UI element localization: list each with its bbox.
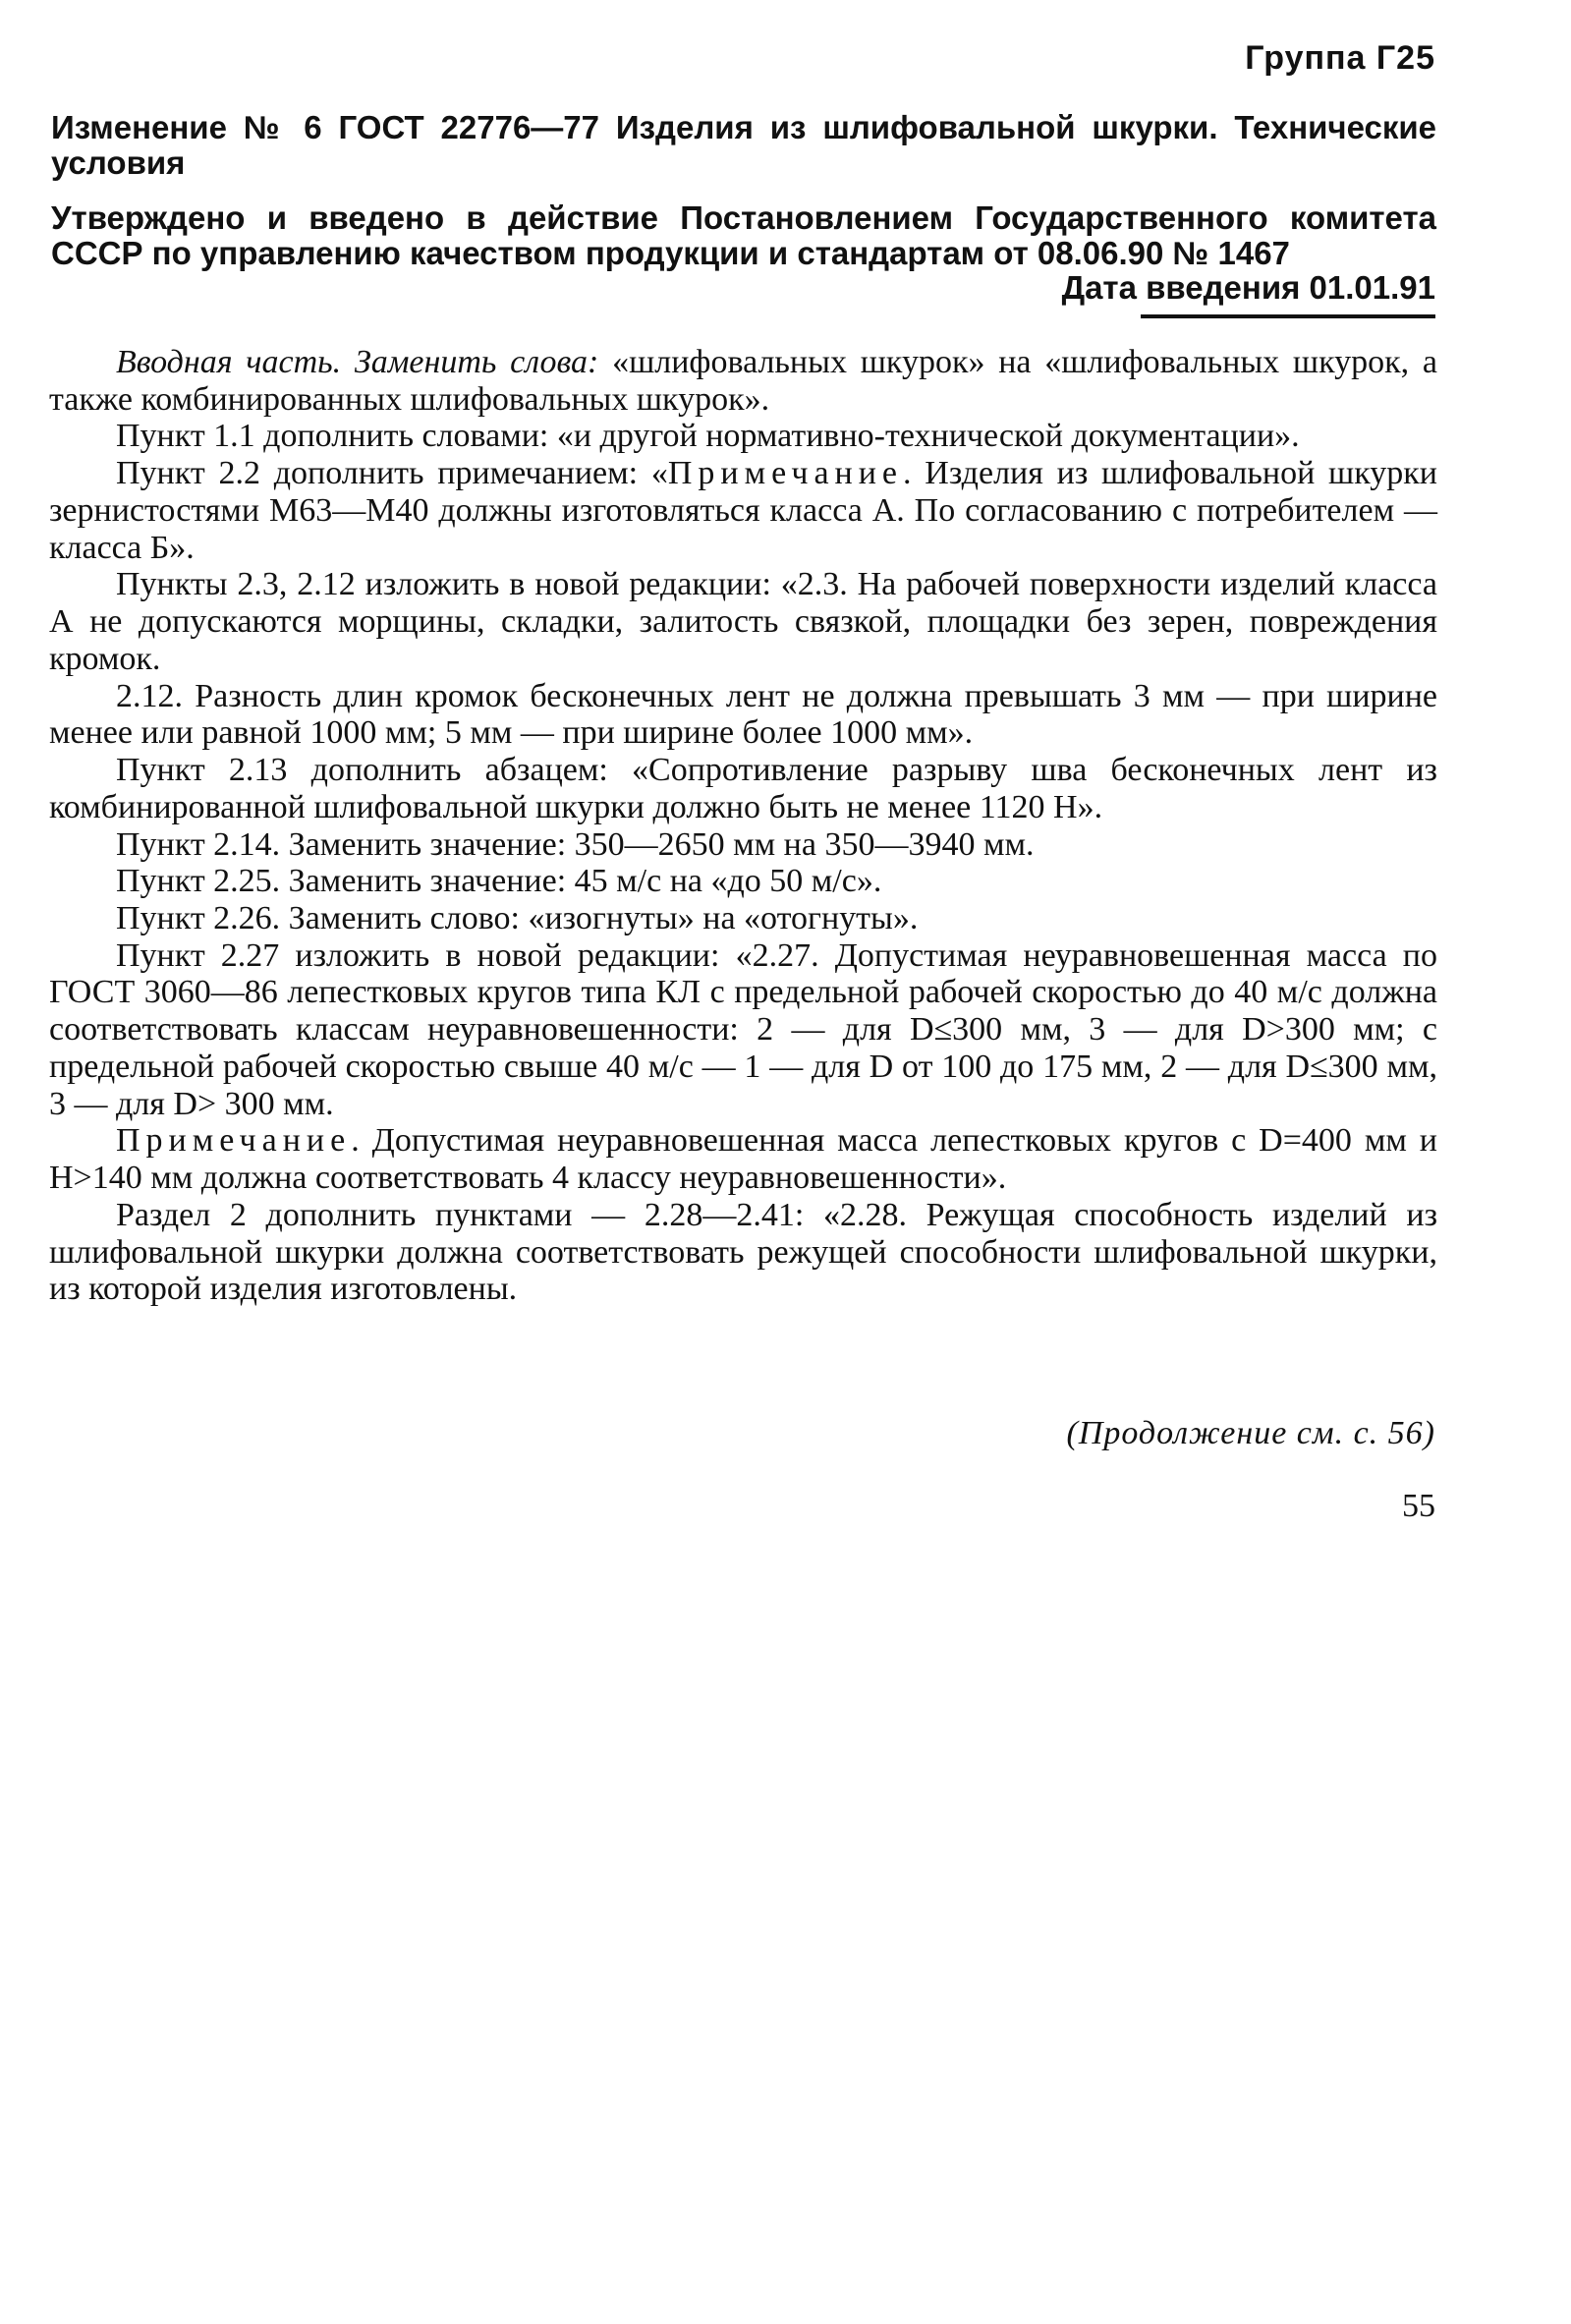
paragraph-item-2-14: Пункт 2.14. Заменить значение: 350—2650 мм на 350—3940 мм.	[116, 825, 1035, 863]
paragraph-intro-prefix: Вводная часть. Заменить слова:	[116, 344, 599, 380]
paragraph-note-text: . Допустимая неуравновешенная масса лепестковых кругов с D=400 мм и H>140 мм должна соответствовать 4 классу неуравновешенности».	[49, 1122, 1437, 1197]
continuation-note: (Продолжение см. с. 56)	[1066, 1415, 1435, 1451]
document-body	[49, 344, 1437, 1308]
paragraph-item-2-2-before: Пункт 2.2 дополнить примечанием: «	[116, 455, 668, 492]
intro-date: Дата введения 01.01.91	[1062, 269, 1435, 311]
paragraph-item-2-2-after: . Изделия из шлифовальной шкурки зернистостями М63—М40 должны изготовляться класса А. По согласованию с потребителем — класса Б».	[49, 455, 1437, 566]
paragraph-item-1-1: Пункт 1.1 дополнить словами: «и другой нормативно-технической документации».	[116, 418, 1300, 455]
group-code: Группа Г25	[1245, 39, 1435, 77]
paragraph-item-2-12: 2.12. Разность длин кромок бесконечных лент не должна превышать 3 мм — при ширине менее или равной 1000 мм; 5 мм — при ширине более 1000 мм».	[49, 677, 1437, 752]
paragraph-intro-rest: «шлифовальных шкурок» на «шлифовальных шкурок, а также комбинированных шлифовальных шкурок».	[49, 344, 1438, 418]
change-title: Изменение № 6 ГОСТ 22776—77 Изделия из шлифовальной шкурки. Технические условия	[51, 109, 1436, 181]
paragraph-section-2: Раздел 2 дополнить пунктами — 2.28—2.41: «2.28. Режущая способность изделий из шлифовальной шкурки должна соответствовать режущей способности шлифовальной шкурки, из которой изделия изготовлены.	[49, 1196, 1437, 1308]
note-label: Примечание	[667, 455, 904, 492]
paragraph-item-2-13: Пункт 2.13 дополнить абзацем: «Сопротивление разрыву шва бесконечных лент из комбинированной шлифовальной шкурки должно быть не менее 1120 Н».	[49, 752, 1437, 825]
paragraph-intro	[49, 344, 1437, 418]
paragraph-item-2-26: Пункт 2.26. Заменить слово: «изогнуты» на «отогнуты».	[116, 900, 919, 937]
approval-statement: Утверждено и введено в действие Постановлением Государственного комитета СССР по управлению качеством продукции и стандартам от 08.06.90 № 1467	[51, 199, 1436, 271]
note-label-2: Примечание	[116, 1122, 352, 1160]
paragraph-item-2-3: Пункты 2.3, 2.12 изложить в новой редакции: «2.3. На рабочей поверхности изделий класса А не допускаются морщины, складки, залитость связкой, площадки без зерен, повреждения кромок.	[49, 566, 1437, 677]
paragraph-item-2-25: Пункт 2.25. Заменить значение: 45 м/с на «до 50 м/с».	[116, 863, 882, 900]
paragraph-item-2-2	[49, 455, 1437, 566]
page-number: 55	[1402, 1488, 1435, 1524]
paragraph-note	[49, 1122, 1437, 1196]
paragraph-item-2-27: Пункт 2.27 изложить в новой редакции: «2.27. Допустимая неуравновешенная масса по ГОСТ 3060—86 лепестковых кругов типа КЛ с предельной рабочей скоростью до 40 м/с должна соответствовать классам неуравновешенности: 2 — для D≤300 мм, 3 — для D>300 мм; с предельной рабочей скоростью свыше 40 м/с — 1 — для D от 100 до 175 мм, 2 — для D≤300 мм, 3 — для D> 300 мм.	[49, 936, 1437, 1122]
